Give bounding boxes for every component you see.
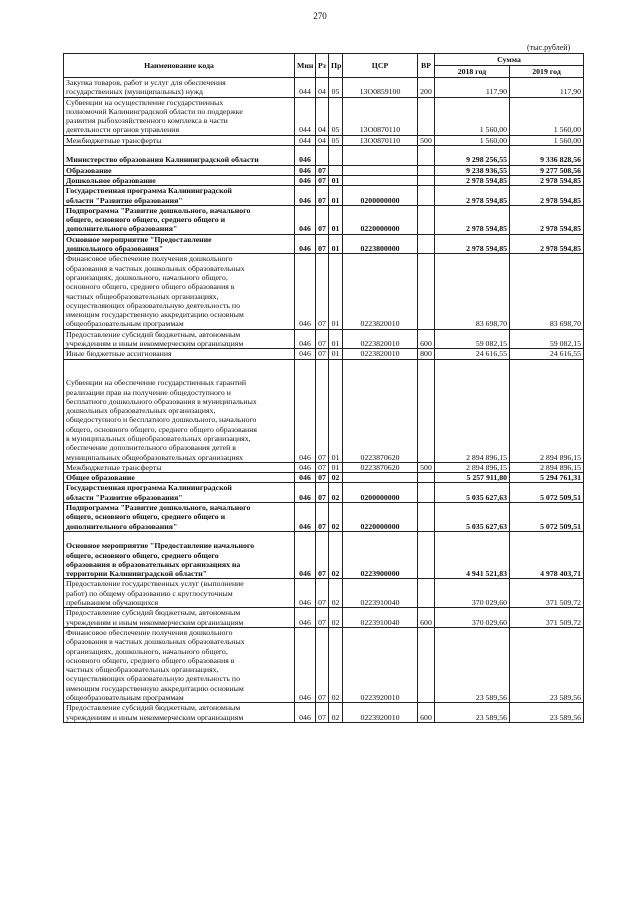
row-pr: 05 — [329, 97, 343, 135]
row-min: 046 — [295, 186, 316, 206]
row-csr: 0223920010 — [343, 703, 418, 723]
row-value-2019: 2 978 594,85 — [510, 205, 584, 234]
row-name-line: общего, основного общего, среднего общего и — [66, 215, 226, 225]
row-value-2018: 5 257 911,80 — [435, 473, 510, 483]
row-csr: 0223800000 — [343, 234, 418, 254]
row-vr — [418, 531, 435, 578]
row-name — [64, 627, 295, 702]
row-name-line: Государственная программа Калининградской — [66, 186, 232, 196]
row-min: 046 — [295, 234, 316, 254]
row-csr: 0220000000 — [343, 503, 418, 532]
row-csr: 0223910040 — [343, 608, 418, 628]
row-value-2018: 117,90 — [435, 78, 510, 98]
row-rz: 07 — [316, 329, 329, 349]
row-name-line: частных общеобразовательных организациях, — [66, 291, 219, 301]
row-rz: 07 — [316, 627, 329, 702]
table-row — [64, 462, 584, 472]
row-name — [64, 254, 295, 329]
row-value-2018: 370 029,60 — [435, 608, 510, 628]
row-name-line: работ) по общему образованию с круглосуточным — [66, 588, 233, 598]
table-row — [64, 359, 584, 462]
table-row — [64, 703, 584, 723]
row-pr: 02 — [329, 579, 343, 608]
row-name-line: образования в образовательных организациях на — [66, 559, 241, 569]
row-pr: 01 — [329, 462, 343, 472]
row-csr: 0223900000 — [343, 531, 418, 578]
table-row — [64, 627, 584, 702]
row-value-2019: 2 978 594,85 — [510, 234, 584, 254]
row-name-line: Основное мероприятие "Предоставление — [66, 234, 212, 244]
row-pr: 02 — [329, 483, 343, 503]
row-rz: 07 — [316, 254, 329, 329]
row-name-line: Межбюджетные трансферты — [66, 135, 162, 145]
row-vr — [418, 254, 435, 329]
row-value-2018: 23 589,56 — [435, 627, 510, 702]
table-row — [64, 135, 584, 145]
row-name-line: полномочий Калининградской области по поддержке — [66, 106, 243, 116]
row-value-2018: 9 238 936,55 — [435, 165, 510, 175]
header-name: Наименование кода — [64, 54, 295, 78]
row-csr: 0220000000 — [343, 205, 418, 234]
row-csr: 13О0870110 — [343, 135, 418, 145]
row-value-2018: 2 978 594,85 — [435, 186, 510, 206]
row-pr: 02 — [329, 473, 343, 483]
row-name-line: основного общего, среднего общего образования в — [66, 655, 235, 665]
row-name-line: учреждениям и иным некоммерческим организациям — [66, 712, 244, 722]
row-name — [64, 473, 295, 483]
row-value-2018: 2 978 594,85 — [435, 175, 510, 185]
row-name — [64, 97, 295, 135]
row-value-2019: 2 894 896,15 — [510, 359, 584, 462]
row-value-2019: 83 698,70 — [510, 254, 584, 329]
table-row — [64, 483, 584, 503]
row-name — [64, 135, 295, 145]
header-csr: ЦСР — [343, 54, 418, 78]
row-rz: 07 — [316, 531, 329, 578]
row-rz: 07 — [316, 186, 329, 206]
row-vr: 600 — [418, 703, 435, 723]
row-name-line — [66, 369, 292, 378]
row-rz: 07 — [316, 703, 329, 723]
row-min: 046 — [295, 329, 316, 349]
row-name — [64, 503, 295, 532]
row-value-2018: 83 698,70 — [435, 254, 510, 329]
row-value-2018: 2 894 896,15 — [435, 359, 510, 462]
row-name-line: Субвенции на осуществление государственных — [66, 97, 224, 107]
row-min: 044 — [295, 78, 316, 98]
row-value-2018: 2 894 896,15 — [435, 462, 510, 472]
row-name-line: деятельности органов управления — [66, 125, 180, 135]
row-vr: 500 — [418, 462, 435, 472]
row-name-line: осуществляющих образовательную деятельность по — [66, 674, 240, 684]
row-name-line: Предоставление субсидий бюджетным, автономным — [66, 329, 241, 339]
row-vr — [418, 175, 435, 185]
row-name-line — [66, 146, 292, 155]
row-min: 046 — [295, 205, 316, 234]
row-min: 046 — [295, 462, 316, 472]
row-value-2018: 24 616,55 — [435, 349, 510, 359]
row-min: 046 — [295, 146, 316, 166]
row-name-line: дошкольного образования" — [66, 244, 164, 254]
row-value-2019: 24 616,55 — [510, 349, 584, 359]
row-name-line: Межбюджетные трансферты — [66, 462, 162, 472]
row-name-line: Предоставление государственных услуг (выполнение — [66, 579, 244, 589]
units-label: (тыс.рублей) — [527, 43, 571, 52]
row-rz: 04 — [316, 135, 329, 145]
row-name-line: Предоставление субсидий бюджетным, автономным — [66, 703, 241, 713]
row-min: 046 — [295, 359, 316, 462]
table-row — [64, 473, 584, 483]
table-row — [64, 165, 584, 175]
row-vr — [418, 97, 435, 135]
row-vr — [418, 146, 435, 166]
row-min: 046 — [295, 579, 316, 608]
table-row — [64, 503, 584, 532]
row-vr — [418, 186, 435, 206]
row-rz: 04 — [316, 97, 329, 135]
table-row — [64, 78, 584, 98]
row-pr: 02 — [329, 627, 343, 702]
row-name — [64, 165, 295, 175]
row-name-line: государственных (муниципальных) нужд — [66, 87, 204, 97]
row-name-line: в муниципальных общеобразовательных организациях, — [66, 433, 251, 443]
row-name-line: имеющим государственную аккредитацию основным — [66, 683, 244, 693]
row-value-2019: 5 072 509,51 — [510, 483, 584, 503]
row-name-line: бесплатного дошкольного образования в муниципальных — [66, 396, 257, 406]
row-pr: 01 — [329, 254, 343, 329]
row-min: 046 — [295, 503, 316, 532]
row-name-line: Субвенции на обеспечение государственных гарантий — [66, 378, 247, 388]
row-name-line: общего, основного общего, среднего общего образования — [66, 424, 257, 434]
row-value-2019: 2 978 594,85 — [510, 175, 584, 185]
row-value-2019: 4 978 403,71 — [510, 531, 584, 578]
row-csr — [343, 146, 418, 166]
row-name-line: территории Калининградской области" — [66, 569, 208, 579]
row-name-line: имеющим государственную аккредитацию основным — [66, 310, 244, 320]
header-sum: Сумма — [435, 54, 584, 66]
table-row — [64, 329, 584, 349]
budget-table — [63, 53, 584, 723]
row-vr: 800 — [418, 349, 435, 359]
row-pr: 01 — [329, 234, 343, 254]
row-pr — [329, 146, 343, 166]
row-csr — [343, 473, 418, 483]
row-value-2018: 2 978 594,85 — [435, 205, 510, 234]
row-name-line: основного общего, среднего общего образования в — [66, 282, 235, 292]
row-min: 046 — [295, 349, 316, 359]
row-name-line: общего, основного общего, среднего общего и — [66, 512, 226, 522]
row-name — [64, 483, 295, 503]
row-name — [64, 329, 295, 349]
row-pr: 01 — [329, 175, 343, 185]
row-name-line: дополнительного образования" — [66, 224, 178, 234]
row-csr: 0200000000 — [343, 186, 418, 206]
row-value-2019: 1 560,00 — [510, 97, 584, 135]
row-name-line: Дошкольное образование — [66, 175, 156, 185]
table-row — [64, 205, 584, 234]
row-value-2019: 23 589,56 — [510, 703, 584, 723]
row-vr — [418, 483, 435, 503]
row-name-line: Иные бюджетные ассигнования — [66, 349, 172, 359]
header-rz: Рз — [316, 54, 329, 78]
row-value-2019: 2 978 594,85 — [510, 186, 584, 206]
row-name-line: образования в частных дошкольных образовательных — [66, 263, 245, 273]
row-name — [64, 579, 295, 608]
table-row — [64, 349, 584, 359]
row-name-line: дошкольных образовательных организациях, — [66, 406, 216, 416]
row-csr: 0223820010 — [343, 349, 418, 359]
row-min: 046 — [295, 531, 316, 578]
row-vr — [418, 205, 435, 234]
table-row — [64, 254, 584, 329]
row-min: 044 — [295, 135, 316, 145]
row-value-2018: 2 978 594,85 — [435, 234, 510, 254]
row-value-2019: 5 072 509,51 — [510, 503, 584, 532]
row-value-2019: 23 589,56 — [510, 627, 584, 702]
row-min: 046 — [295, 254, 316, 329]
row-vr — [418, 579, 435, 608]
row-vr — [418, 503, 435, 532]
row-csr: 0223870620 — [343, 359, 418, 462]
row-vr — [418, 234, 435, 254]
row-value-2018: 59 082,15 — [435, 329, 510, 349]
row-name-line: учреждениям и иным некоммерческим организациям — [66, 339, 244, 349]
row-value-2018: 370 029,60 — [435, 579, 510, 608]
row-name-line: муниципальных общеобразовательных организациях — [66, 452, 243, 462]
row-value-2019: 371 509,72 — [510, 579, 584, 608]
row-pr: 02 — [329, 703, 343, 723]
table-row — [64, 175, 584, 185]
row-value-2019: 9 277 508,56 — [510, 165, 584, 175]
row-value-2019: 371 509,72 — [510, 608, 584, 628]
row-vr: 600 — [418, 608, 435, 628]
row-name — [64, 205, 295, 234]
row-rz: 07 — [316, 349, 329, 359]
row-value-2019: 59 082,15 — [510, 329, 584, 349]
row-csr: 0200000000 — [343, 483, 418, 503]
row-name-line: области "Развитие образования" — [66, 195, 183, 205]
row-name-line: обеспечение дополнительного образования детей в — [66, 443, 236, 453]
header-min: Мин — [295, 54, 316, 78]
header-pr: Пр — [329, 54, 343, 78]
row-rz — [316, 146, 329, 166]
row-name-line: общеобразовательным программам — [66, 319, 184, 329]
row-min: 046 — [295, 608, 316, 628]
row-rz: 07 — [316, 483, 329, 503]
row-name — [64, 234, 295, 254]
row-value-2019: 1 560,00 — [510, 135, 584, 145]
row-name-line: Образование — [66, 165, 112, 175]
row-rz: 07 — [316, 205, 329, 234]
row-min: 046 — [295, 627, 316, 702]
row-rz: 07 — [316, 234, 329, 254]
row-name-line: организациях, дошкольного, начального общего, — [66, 272, 228, 282]
row-pr: 01 — [329, 359, 343, 462]
row-csr: 0223820010 — [343, 254, 418, 329]
table-row — [64, 186, 584, 206]
row-value-2018: 1 560,00 — [435, 97, 510, 135]
row-name-line: Основное мероприятие "Предоставление начального — [66, 541, 255, 551]
table-row — [64, 97, 584, 135]
row-name-line: образования в частных дошкольных образовательных — [66, 637, 245, 647]
row-name-line: общего, основного общего, среднего общего — [66, 550, 219, 560]
row-name-line: учреждениям и иным некоммерческим организациям — [66, 617, 244, 627]
row-name — [64, 531, 295, 578]
row-name-line: Подпрограмма "Развитие дошкольного, начального — [66, 205, 251, 215]
row-min: 046 — [295, 703, 316, 723]
row-min: 046 — [295, 175, 316, 185]
row-value-2019: 5 294 761,31 — [510, 473, 584, 483]
row-csr: 13О0870110 — [343, 97, 418, 135]
table-row — [64, 531, 584, 578]
header-2019: 2019 год — [510, 66, 584, 78]
row-name-line: организациях, дошкольного, начального общего, — [66, 646, 228, 656]
row-csr: 0223870620 — [343, 462, 418, 472]
row-name — [64, 462, 295, 472]
row-pr: 01 — [329, 205, 343, 234]
row-min: 046 — [295, 165, 316, 175]
row-name — [64, 175, 295, 185]
row-name-line: частных общеобразовательных организациях, — [66, 665, 219, 675]
row-rz: 07 — [316, 359, 329, 462]
row-name-line: Финансовое обеспечение получения дошкольного — [66, 627, 233, 637]
row-value-2018: 5 035 627,63 — [435, 483, 510, 503]
row-csr — [343, 165, 418, 175]
row-pr: 02 — [329, 503, 343, 532]
row-csr: 0223920010 — [343, 627, 418, 702]
row-value-2019: 9 336 828,56 — [510, 146, 584, 166]
row-name-line: Министерство образования Калининградской области — [66, 155, 259, 165]
row-name-line: Закупка товаров, работ и услуг для обеспечения — [66, 78, 226, 87]
row-name-line: дополнительного образования" — [66, 521, 178, 531]
row-vr — [418, 359, 435, 462]
row-name-line: области "Развитие образования" — [66, 492, 183, 502]
row-rz: 07 — [316, 462, 329, 472]
header-2018: 2018 год — [435, 66, 510, 78]
page-number: 270 — [313, 11, 327, 21]
row-name-line: общеобразовательным программам — [66, 693, 184, 702]
row-value-2019: 2 894 896,15 — [510, 462, 584, 472]
row-rz: 07 — [316, 165, 329, 175]
row-value-2018: 23 589,56 — [435, 703, 510, 723]
row-name — [64, 359, 295, 462]
row-value-2018: 5 035 627,63 — [435, 503, 510, 532]
row-min: 046 — [295, 483, 316, 503]
row-min: 044 — [295, 97, 316, 135]
row-pr: 01 — [329, 349, 343, 359]
row-pr: 01 — [329, 186, 343, 206]
row-name-line: Государственная программа Калининградской — [66, 483, 232, 493]
row-csr: 0223910040 — [343, 579, 418, 608]
row-value-2018: 9 298 256,55 — [435, 146, 510, 166]
row-name — [64, 146, 295, 166]
row-pr — [329, 165, 343, 175]
row-name-line: реализации прав на получение общедоступного и — [66, 387, 231, 397]
row-name-line: пребыванием обучающихся — [66, 598, 159, 608]
table-row — [64, 234, 584, 254]
table-body — [64, 78, 584, 723]
table-row — [64, 608, 584, 628]
row-name — [64, 186, 295, 206]
row-csr: 0223820010 — [343, 329, 418, 349]
row-pr: 02 — [329, 531, 343, 578]
row-vr — [418, 627, 435, 702]
row-rz: 07 — [316, 473, 329, 483]
row-pr: 05 — [329, 78, 343, 98]
header-vr: ВР — [418, 54, 435, 78]
row-csr: 13О0859100 — [343, 78, 418, 98]
table-row — [64, 579, 584, 608]
row-name-line: общедоступного и бесплатного дошкольного, начального — [66, 415, 257, 425]
row-name-line: развития рыбохозяйственного комплекса в части — [66, 116, 228, 126]
table-row — [64, 146, 584, 166]
row-csr — [343, 175, 418, 185]
row-value-2019: 117,90 — [510, 78, 584, 98]
row-name-line — [66, 532, 292, 541]
row-value-2018: 4 941 521,83 — [435, 531, 510, 578]
row-rz: 07 — [316, 608, 329, 628]
row-name-line: Подпрограмма "Развитие дошкольного, начального — [66, 503, 251, 513]
row-vr: 200 — [418, 78, 435, 98]
row-min: 046 — [295, 473, 316, 483]
row-name — [64, 608, 295, 628]
row-value-2018: 1 560,00 — [435, 135, 510, 145]
row-pr: 05 — [329, 135, 343, 145]
row-pr: 02 — [329, 608, 343, 628]
row-rz: 07 — [316, 175, 329, 185]
row-name — [64, 703, 295, 723]
row-name-line: Общее образование — [66, 473, 135, 483]
row-vr: 600 — [418, 329, 435, 349]
row-vr — [418, 473, 435, 483]
row-pr: 01 — [329, 329, 343, 349]
row-name — [64, 78, 295, 98]
row-vr: 500 — [418, 135, 435, 145]
row-name-line: осуществляющих образовательную деятельность по — [66, 300, 240, 310]
row-name-line: Финансовое обеспечение получения дошкольного — [66, 254, 233, 264]
row-rz: 07 — [316, 579, 329, 608]
row-vr — [418, 165, 435, 175]
row-name — [64, 349, 295, 359]
row-rz: 04 — [316, 78, 329, 98]
row-name-line: Предоставление субсидий бюджетным, автономным — [66, 608, 241, 618]
row-rz: 07 — [316, 503, 329, 532]
row-name-line — [66, 360, 292, 369]
